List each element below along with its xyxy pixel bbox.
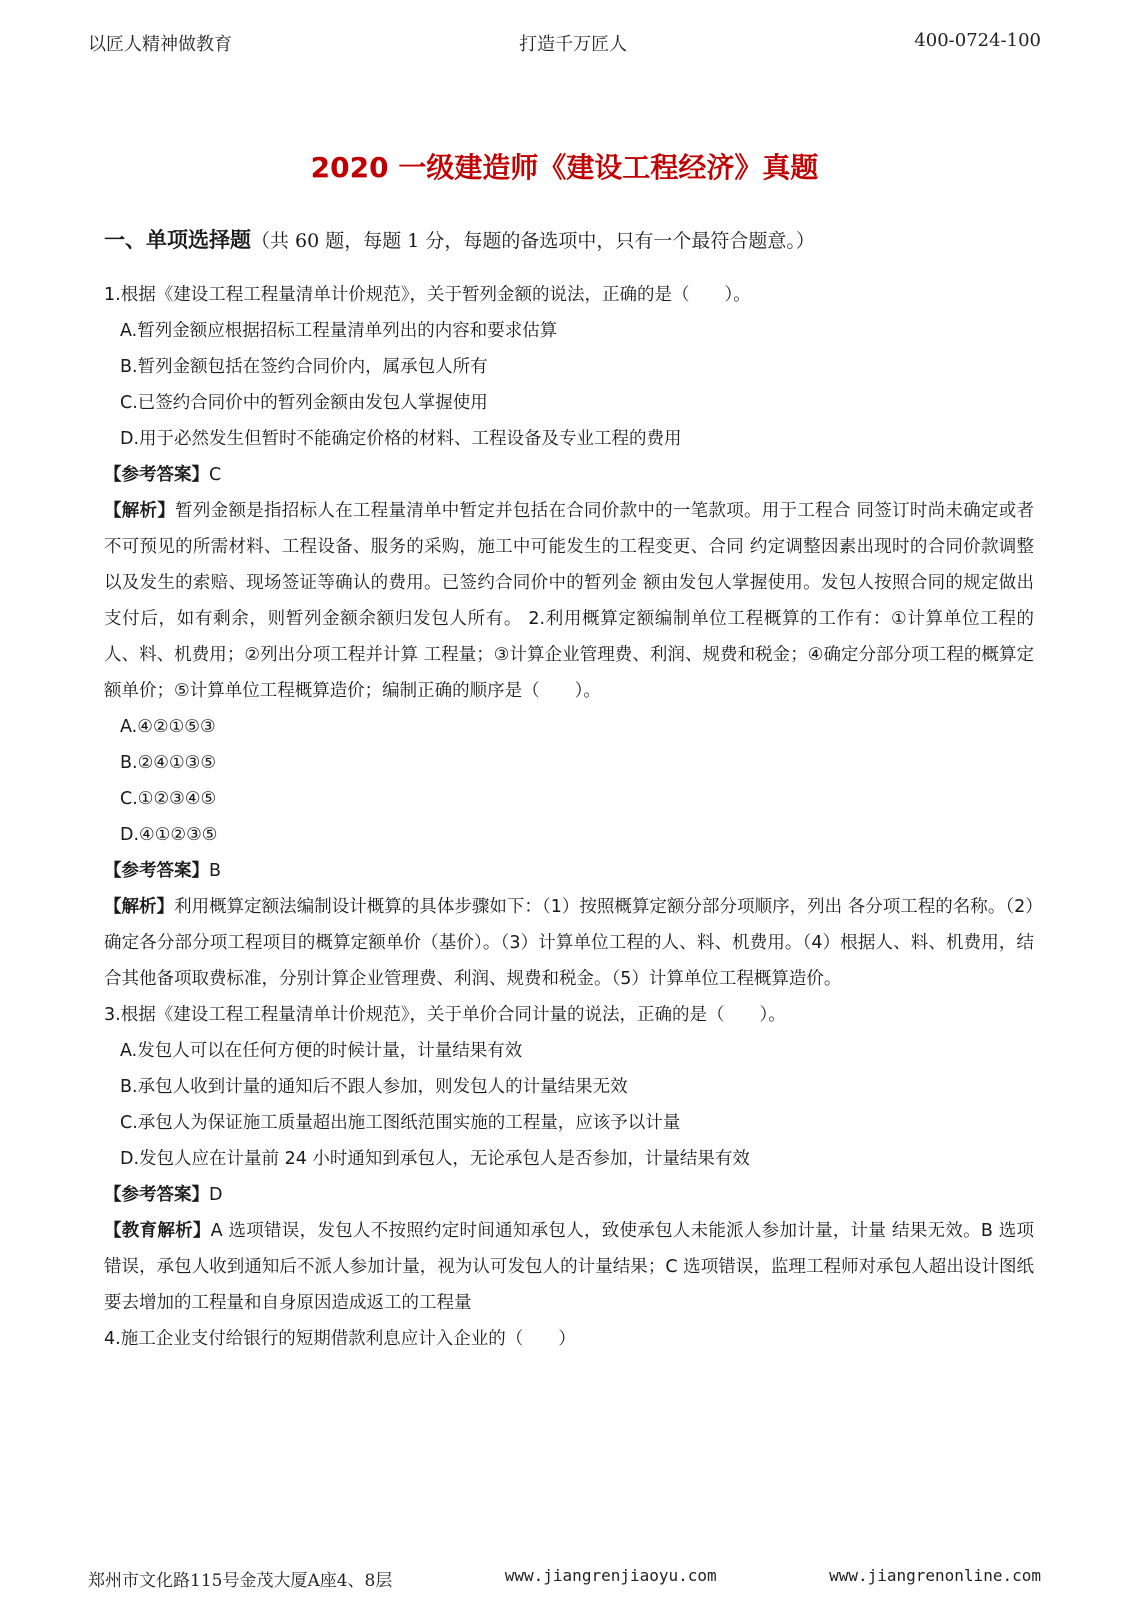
- question-4-stem: 4.施工企业支付给银行的短期借款利息应计入企业的（ ）: [104, 1329, 576, 1349]
- question-3-analysis: [104, 1213, 1034, 1321]
- question-1-analysis: [104, 493, 1034, 709]
- section-note: （共 60 题，每题 1 分，每题的备选项中，只有一个最符合题意。）: [251, 230, 815, 252]
- header-motto: 打造千万匠人: [519, 34, 628, 55]
- answer-label: 【参考答案】: [104, 1185, 209, 1205]
- answer-value: D: [209, 1185, 223, 1205]
- question-3-option-c: C.承包人为保证施工质量超出施工图纸范围实施的工程量，应该予以计量: [120, 1113, 681, 1133]
- analysis-label: 【解析】: [104, 501, 176, 521]
- header-slogan: 以匠人精神做教育: [88, 34, 232, 55]
- document-body: [104, 222, 1034, 1357]
- footer-online-link[interactable]: www.jiangrenonline.com: [829, 1566, 1041, 1585]
- page-footer: [88, 1566, 1041, 1591]
- footer-website-link[interactable]: www.jiangrenjiaoyu.com: [504, 1566, 717, 1585]
- analysis-text: 暂列金额是指招标人在工程量清单中暂定并包括在合同价款中的一笔款项。用于工程合 同签订时尚未确定或者不可预见的所需材料、工程设备、服务的采购，施工中可能发生的工程变更、合同 约定调整因素出现时的合同价款调整以及发生的索赔、现场签证等确认的费用。已签约合同价中的暂列金 额由发包人掌握使用。发包人按照合同的规定做出支付后，如有剩余，则暂列金额余额归发包人所有。 2.利用概算定额编制单位工程概算的工作有：①计算单位工程的人、料、机费用；②列出分项工程并计算 工程量；③计算企业管理费、利润、规费和税金；④确定分部分项工程的概算定额单价；⑤计算单位工程概算造价；编制正确的顺序是（ ）。: [104, 501, 1035, 701]
- question-3-stem: 3.根据《建设工程工程量清单计价规范》，关于单价合同计量的说法，正确的是（ ）。: [104, 1005, 786, 1025]
- question-2-option-d: D.④①②③⑤: [120, 825, 218, 845]
- question-1-option-d: D.用于必然发生但暂时不能确定价格的材料、工程设备及专业工程的费用: [120, 429, 682, 449]
- answer-value: C: [209, 465, 222, 485]
- question-1-stem: 1.根据《建设工程工程量清单计价规范》，关于暂列金额的说法，正确的是（ ）。: [104, 285, 751, 305]
- question-1-option-a: A.暂列金额应根据招标工程量清单列出的内容和要求估算: [120, 321, 558, 341]
- question-2-option-a: A.④②①⑤③: [120, 717, 216, 737]
- analysis-text: 利用概算定额法编制设计概算的具体步骤如下：（1）按照概算定额分部分项顺序，列出 各分项工程的名称。（2）确定各分部分项工程项目的概算定额单价（基价）。（3）计算单位工程的人、料、机费用。（4）根据人、料、机费用，结合其他备项取费标准，分别计算企业管理费、利润、规费和税金。（5）计算单位工程概算造价。: [104, 897, 1035, 989]
- question-2-option-c: C.①②③④⑤: [120, 789, 217, 809]
- question-1-answer: [104, 457, 1034, 493]
- footer-address: 郑州市文化路115号金茂大厦A座4、8层: [88, 1571, 393, 1591]
- analysis-label: 【教育解析】: [104, 1221, 211, 1241]
- answer-value: B: [209, 861, 222, 881]
- question-3-option-b: B.承包人收到计量的通知后不跟人参加，则发包人的计量结果无效: [120, 1077, 628, 1097]
- answer-label: 【参考答案】: [104, 465, 209, 485]
- question-3-answer: [104, 1177, 1034, 1213]
- question-1-option-c: C.已签约合同价中的暂列金额由发包人掌握使用: [120, 393, 488, 413]
- answer-label: 【参考答案】: [104, 861, 209, 881]
- analysis-text: A 选项错误，发包人不按照约定时间通知承包人，致使承包人未能派人参加计量，计量 结果无效。B 选项错误，承包人收到通知后不派人参加计量，视为认可发包人的计量结果；C 选项错误，监理工程师对承包人超出设计图纸要去增加的工程量和自身原因造成返工的工程量: [104, 1221, 1034, 1313]
- section-heading: [104, 222, 1034, 259]
- question-3-option-a: A.发包人可以在任何方便的时候计量，计量结果有效: [120, 1041, 523, 1061]
- question-2-analysis: [104, 889, 1034, 997]
- question-3-option-d: D.发包人应在计量前 24 小时通知到承包人，无论承包人是否参加，计量结果有效: [120, 1149, 750, 1169]
- section-title: 一、单项选择题: [104, 228, 251, 252]
- header-phone: 400-0724-100: [914, 30, 1041, 51]
- question-2-answer: [104, 853, 1034, 889]
- question-2-option-b: B.②④①③⑤: [120, 753, 217, 773]
- analysis-label: 【解析】: [104, 897, 175, 917]
- document-title: 2020 一级建造师《建设工程经济》真题: [310, 151, 819, 184]
- question-1-option-b: B.暂列金额包括在签约合同价内，属承包人所有: [120, 357, 488, 377]
- page-header: [88, 30, 1041, 56]
